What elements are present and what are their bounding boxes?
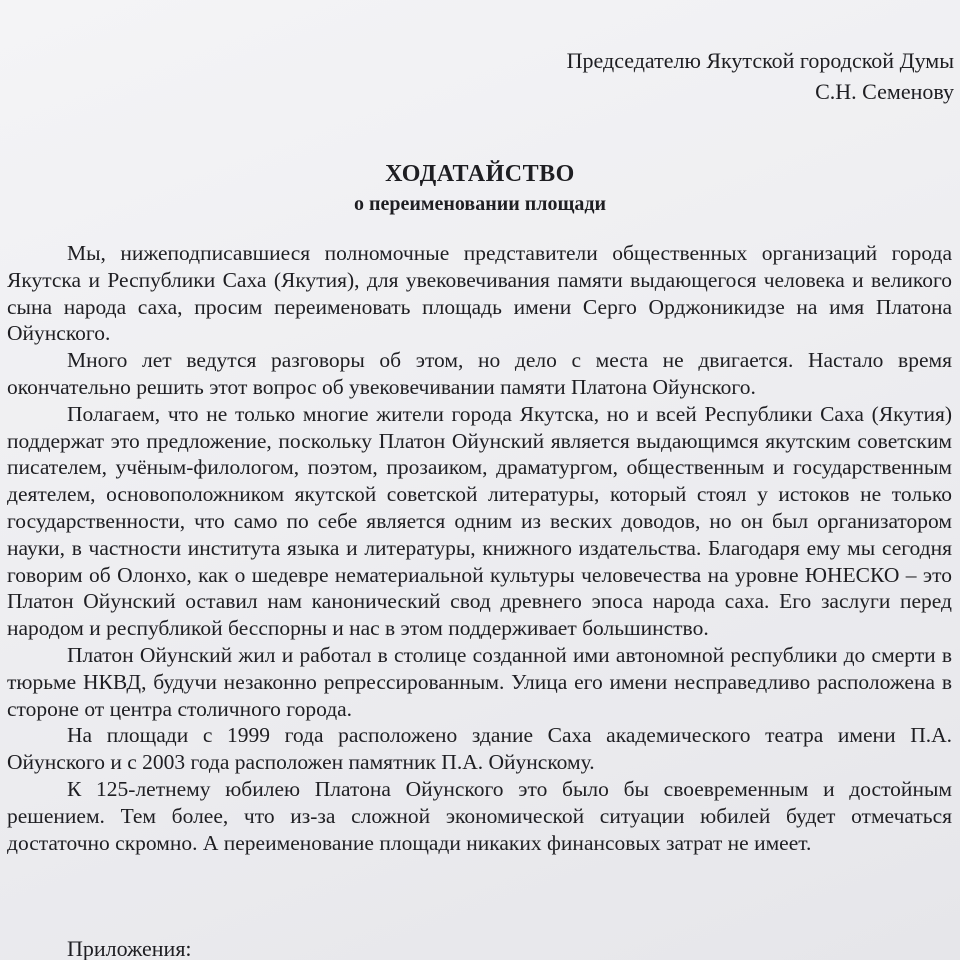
addressee-block <box>567 45 954 107</box>
document-subtitle: о переименовании площади <box>353 193 607 215</box>
paragraph-biography: Платон Ойунский жил и работал в столице созданной ими автономной республики до смерти в тюрьме НКВД, будучи незаконно репрессированным. Улица его имени несправедливо расположена в стороне от центра столичного города. <box>7 642 952 721</box>
document-body <box>7 240 952 856</box>
document-title: ХОДАТАЙСТВО <box>385 161 575 187</box>
document-heading <box>0 158 960 218</box>
addressee-line-position: Председателю Якутской городской Думы <box>566 48 954 73</box>
paragraph-square-landmarks: На площади с 1999 года расположено здание Саха академического театра имени П.А. Ойунского и с 2003 года расположен памятник П.А. Ойунскому. <box>7 723 952 775</box>
paragraph-request: Мы, нижеподписавшиеся полномочные представители общественных организаций города Якутска и Республики Саха (Якутия), для увековечивания памяти выдающегося человека и великого сына народа саха, просим переименовать площадь имени Серго Орджоникидзе на имя Платона Ойунского. <box>7 241 952 346</box>
attachments-label: Приложения: <box>67 936 192 960</box>
paragraph-anniversary: К 125-летнему юбилею Платона Ойунского это было бы своевременным и достойным решением. Тем более, что из-за сложной экономической ситуации юбилей будет отмечаться достаточно скромно. А переименование площади никаких финансовых затрат не имеет. <box>7 776 952 855</box>
paragraph-merits: Полагаем, что не только многие жители города Якутска, но и всей Республики Саха (Якутия) поддержат это предложение, поскольку Платон Ойунский является выдающимся якутским советским писателем, учёным-филологом, поэтом, прозаиком, драматургом, общественным и государственным деятелем, основоположником якутской советской литературы, который стоял у истоков не только государственности, что само по себе является одним из веских доводов, но он был организатором науки, в частности института языка и литературы, книжного издательства. Благодаря ему мы сегодня говорим об Олонхо, как о шедевре нематериальной культуры человечества на уровне ЮНЕСКО – это Платон Ойунский оставил нам канонический свод древнего эпоса народа саха. Его заслуги перед народом и республикой бесспорны и нас в этом поддерживает большинство. <box>7 401 952 641</box>
addressee-line-name: С.Н. Семенову <box>815 79 954 104</box>
paragraph-time-to-decide: Много лет ведутся разговоры об этом, но дело с места не двигается. Настало время окончательно решить этот вопрос об увековечивании памяти Платона Ойунского. <box>7 348 952 399</box>
